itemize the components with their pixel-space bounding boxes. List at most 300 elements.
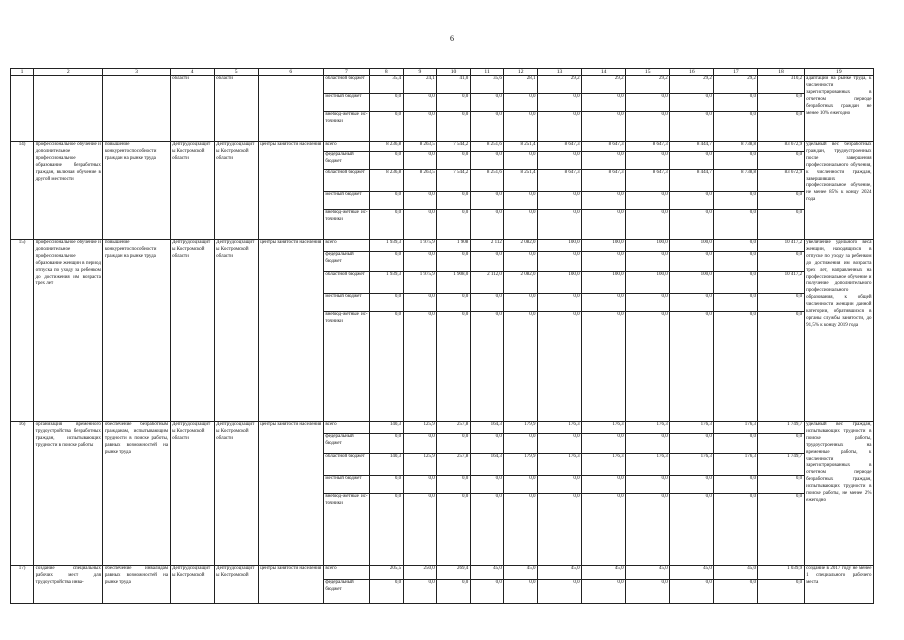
- funding-value-cell: 0,0: [504, 434, 538, 454]
- funding-value-cell: 45,0: [714, 566, 758, 580]
- goal-cell: обеспечение инвалидам равных возможностей на рынке труда: [103, 566, 170, 604]
- funding-value-cell: 8 444,7: [670, 142, 714, 152]
- funding-source-cell: областной бюджет: [323, 76, 369, 94]
- funding-value-cell: 8 251,6: [470, 170, 504, 192]
- funding-value-cell: 0,0: [537, 152, 581, 170]
- funding-source-cell: федеральный бюджет: [323, 252, 369, 272]
- participants-cell: центры занятости населения: [258, 142, 323, 240]
- column-number: 7: [323, 69, 369, 76]
- funding-value-cell: 0,0: [758, 252, 804, 272]
- funding-value-cell: 0,0: [370, 210, 404, 240]
- funding-value-cell: 176,3: [714, 454, 758, 476]
- funding-value-cell: 176,3: [626, 422, 670, 434]
- funding-value-cell: 0,0: [714, 210, 758, 240]
- funding-value-cell: 0,0: [504, 494, 538, 566]
- funding-value-cell: 0,0: [537, 494, 581, 566]
- table-row: [11, 76, 874, 94]
- coexecutor-cell: области: [214, 76, 258, 142]
- goal-cell: обеспечение безработным гражданам, испытывающим трудности в поиске работы, равных возможностей на рынке труда: [103, 422, 170, 566]
- funding-source-cell: местный бюджет: [323, 294, 369, 312]
- event-cell: создание специальных рабочих мест для трудоустройства инва-: [34, 566, 103, 604]
- result-cell: увеличение удельного веса женщин, находящихся в отпуске по уходу за ребенком до достижения им возраста трех лет, направленных на профессиональное обучение и получение дополнительного профессионального образования, к общей численности женщин данной категории, обратившихся в органы службы занятости, до 91,5% к концу 2019 года: [804, 240, 873, 422]
- funding-value-cell: 257,8: [437, 422, 471, 434]
- funding-value-cell: 0,0: [758, 434, 804, 454]
- item-number-cell: [11, 76, 34, 142]
- funding-value-cell: 0,0: [470, 434, 504, 454]
- funding-value-cell: 0,0: [504, 580, 538, 604]
- column-number: 18: [758, 69, 804, 76]
- event-cell: профессиональное обучение и дополнительное профессиональное образование безработных граждан, включая обучение в другой местности: [34, 142, 103, 240]
- funding-source-cell: федеральный бюджет: [323, 580, 369, 604]
- column-number: 11: [470, 69, 504, 76]
- funding-value-cell: 0,0: [403, 210, 437, 240]
- funding-value-cell: 0,0: [626, 252, 670, 272]
- funding-value-cell: 0,0: [758, 112, 804, 142]
- column-number: 15: [626, 69, 670, 76]
- participants-cell: центры занятости населения: [258, 240, 323, 422]
- funding-value-cell: 1 039,9: [758, 566, 804, 580]
- funding-value-cell: 0,0: [582, 294, 626, 312]
- funding-value-cell: 0,0: [537, 312, 581, 422]
- column-number: 17: [714, 69, 758, 76]
- funding-value-cell: 0,0: [504, 252, 538, 272]
- executor-cell: Дептрудсоцзащиты Костромской области: [170, 142, 214, 240]
- funding-value-cell: 0,0: [714, 240, 758, 252]
- executor-cell: Дептрудсоцзащиты Костромской области: [170, 422, 214, 566]
- funding-value-cell: 0,0: [670, 580, 714, 604]
- funding-value-cell: 100,0: [670, 240, 714, 252]
- funding-value-cell: 0,0: [582, 112, 626, 142]
- funding-value-cell: 0,0: [504, 210, 538, 240]
- funding-value-cell: 100,0: [626, 240, 670, 252]
- funding-source-cell: местный бюджет: [323, 476, 369, 494]
- funding-value-cell: 0,0: [670, 476, 714, 494]
- funding-value-cell: 29,2: [626, 76, 670, 94]
- funding-value-cell: 0,0: [714, 94, 758, 112]
- funding-value-cell: 0,0: [626, 112, 670, 142]
- funding-value-cell: 0,0: [370, 112, 404, 142]
- table-row: [11, 422, 874, 434]
- funding-value-cell: 0,0: [403, 476, 437, 494]
- column-number: 16: [670, 69, 714, 76]
- funding-value-cell: 8 647,3: [582, 170, 626, 192]
- funding-value-cell: 0,0: [626, 494, 670, 566]
- funding-value-cell: 0,0: [504, 312, 538, 422]
- funding-value-cell: 0,0: [370, 580, 404, 604]
- funding-value-cell: 8 263,5: [403, 170, 437, 192]
- funding-value-cell: 100,0: [537, 240, 581, 252]
- funding-value-cell: 176,3: [626, 454, 670, 476]
- funding-value-cell: 0,0: [437, 476, 471, 494]
- funding-value-cell: 8 236,8: [370, 170, 404, 192]
- funding-source-cell: местный бюджет: [323, 94, 369, 112]
- funding-value-cell: 176,3: [582, 454, 626, 476]
- event-cell: [34, 76, 103, 142]
- funding-value-cell: 1 939,3: [370, 272, 404, 294]
- funding-value-cell: 0,0: [437, 494, 471, 566]
- funding-value-cell: 269,4: [437, 566, 471, 580]
- column-number: 19: [804, 69, 873, 76]
- funding-value-cell: 0,0: [470, 152, 504, 170]
- funding-value-cell: 0,0: [470, 94, 504, 112]
- funding-value-cell: 0,0: [403, 580, 437, 604]
- funding-value-cell: 0,0: [626, 580, 670, 604]
- column-number: 14: [582, 69, 626, 76]
- funding-value-cell: 0,0: [403, 252, 437, 272]
- funding-value-cell: 1 975,9: [403, 240, 437, 252]
- funding-value-cell: 0,0: [758, 476, 804, 494]
- funding-value-cell: 10 417,2: [758, 240, 804, 252]
- funding-value-cell: 100,0: [582, 272, 626, 294]
- funding-value-cell: 0,0: [626, 192, 670, 210]
- funding-value-cell: 8 647,3: [626, 170, 670, 192]
- funding-value-cell: 0,0: [714, 272, 758, 294]
- funding-value-cell: 0,0: [470, 294, 504, 312]
- funding-value-cell: 0,0: [670, 210, 714, 240]
- funding-value-cell: 0,0: [370, 252, 404, 272]
- funding-value-cell: 0,0: [470, 494, 504, 566]
- funding-value-cell: 8 738,8: [714, 142, 758, 152]
- column-number-row: [11, 69, 874, 76]
- funding-value-cell: 8 647,3: [537, 170, 581, 192]
- funding-value-cell: 0,0: [537, 294, 581, 312]
- funding-value-cell: 0,0: [758, 152, 804, 170]
- funding-value-cell: 0,0: [370, 476, 404, 494]
- funding-value-cell: 35,6: [470, 76, 504, 94]
- funding-value-cell: 2 112: [470, 240, 504, 252]
- funding-value-cell: 0,0: [758, 312, 804, 422]
- funding-value-cell: 45,0: [582, 566, 626, 580]
- executor-cell: Дептрудсоцзащиты Костромской области: [170, 240, 214, 422]
- funding-source-cell: внебюд-жетные ис-точники: [323, 112, 369, 142]
- funding-value-cell: 0,0: [714, 476, 758, 494]
- participants-cell: центры занятости населения: [258, 422, 323, 566]
- funding-value-cell: 0,0: [714, 434, 758, 454]
- funding-value-cell: 176,3: [537, 422, 581, 434]
- column-number: 6: [258, 69, 323, 76]
- funding-value-cell: 0,0: [582, 580, 626, 604]
- funding-value-cell: 0,0: [370, 312, 404, 422]
- funding-value-cell: 176,3: [714, 422, 758, 434]
- funding-value-cell: 125,9: [403, 454, 437, 476]
- column-number: 2: [34, 69, 103, 76]
- funding-source-cell: внебюд-жетные ис-точники: [323, 494, 369, 566]
- funding-value-cell: 1 908,0: [437, 272, 471, 294]
- funding-value-cell: 0,0: [403, 152, 437, 170]
- funding-value-cell: 8 251,6: [470, 142, 504, 152]
- coexecutor-cell: Дептрудсоцзащиты Костромской области: [214, 240, 258, 422]
- result-cell: удельный вес граждан, испытывающих трудности в поиске работы, трудоустроенных на временные работы, к численности зарегистрированных в отчетном периоде безработных граждан, испытывающих трудности в поиске работы, не менее 2% ежегодно: [804, 422, 873, 566]
- funding-value-cell: 164,3: [470, 454, 504, 476]
- funding-value-cell: 1 975,9: [403, 272, 437, 294]
- event-cell: организация временного трудоустройства безработных граждан, испытывающих трудности в поиске работы: [34, 422, 103, 566]
- funding-value-cell: 0,0: [582, 210, 626, 240]
- funding-value-cell: 10 417,2: [758, 272, 804, 294]
- funding-value-cell: 176,3: [670, 422, 714, 434]
- funding-value-cell: 45,0: [470, 566, 504, 580]
- funding-value-cell: 0,0: [537, 252, 581, 272]
- funding-value-cell: 176,3: [670, 454, 714, 476]
- result-cell: адаптации на рынке труда, к численности зарегистрированных в отчетном периоде безработных граждан не менее 10% ежегодно: [804, 76, 873, 142]
- table-row: [11, 142, 874, 152]
- funding-value-cell: 0,0: [537, 94, 581, 112]
- funding-value-cell: 0,0: [504, 192, 538, 210]
- funding-value-cell: 0,0: [670, 192, 714, 210]
- coexecutor-cell: Дептрудсоцзащиты Костромской: [214, 566, 258, 604]
- funding-value-cell: 0,0: [537, 210, 581, 240]
- funding-value-cell: 257,8: [437, 454, 471, 476]
- funding-value-cell: 0,0: [714, 152, 758, 170]
- funding-value-cell: 0,0: [758, 210, 804, 240]
- funding-value-cell: 45,0: [626, 566, 670, 580]
- goal-cell: повышение конкурентоспособности граждан на рынке труда: [103, 240, 170, 422]
- funding-value-cell: 0,0: [437, 312, 471, 422]
- funding-value-cell: 0,0: [626, 152, 670, 170]
- funding-value-cell: 0,0: [470, 112, 504, 142]
- participants-cell: [258, 76, 323, 142]
- funding-value-cell: 100,0: [582, 240, 626, 252]
- funding-value-cell: 7 544,2: [437, 142, 471, 152]
- funding-value-cell: 0,0: [582, 434, 626, 454]
- funding-value-cell: 0,0: [670, 312, 714, 422]
- funding-value-cell: 0,0: [670, 112, 714, 142]
- funding-value-cell: 0,0: [670, 494, 714, 566]
- funding-value-cell: 140,3: [370, 454, 404, 476]
- funding-source-cell: внебюд-жетные ис-точники: [323, 312, 369, 422]
- funding-value-cell: 0,0: [504, 94, 538, 112]
- column-number: 8: [370, 69, 404, 76]
- funding-value-cell: 35,4: [370, 76, 404, 94]
- event-cell: профессиональное обучение и дополнительное профессиональное образование женщин в период отпуска по уходу за ребенком до достижения им возраста трех лет: [34, 240, 103, 422]
- funding-value-cell: 0,0: [582, 252, 626, 272]
- funding-value-cell: 0,0: [470, 312, 504, 422]
- funding-value-cell: 0,0: [470, 580, 504, 604]
- funding-value-cell: 0,0: [370, 94, 404, 112]
- funding-value-cell: 176,3: [582, 422, 626, 434]
- column-number: 9: [403, 69, 437, 76]
- column-number: 13: [537, 69, 581, 76]
- funding-value-cell: 8 444,7: [670, 170, 714, 192]
- funding-value-cell: 0,0: [537, 580, 581, 604]
- column-number: 3: [103, 69, 170, 76]
- result-cell: создание в 2017 году не менее 1 специального рабочего места: [804, 566, 873, 604]
- funding-value-cell: 45,0: [670, 566, 714, 580]
- funding-value-cell: 1 749,7: [758, 454, 804, 476]
- funding-value-cell: 7 544,2: [437, 170, 471, 192]
- funding-value-cell: 83 672,9: [758, 142, 804, 152]
- funding-value-cell: 8 251,4: [504, 170, 538, 192]
- funding-value-cell: 100,0: [670, 272, 714, 294]
- funding-value-cell: 0,0: [437, 192, 471, 210]
- funding-value-cell: 0,0: [758, 192, 804, 210]
- funding-value-cell: 2 082,0: [504, 272, 538, 294]
- funding-source-cell: федеральный бюджет: [323, 434, 369, 454]
- funding-value-cell: 29,2: [582, 76, 626, 94]
- funding-value-cell: 8 251,4: [504, 142, 538, 152]
- funding-source-cell: всего: [323, 422, 369, 434]
- funding-value-cell: 0,0: [714, 294, 758, 312]
- funding-source-cell: областной бюджет: [323, 454, 369, 476]
- funding-source-cell: внебюд-жетные ис-точники: [323, 210, 369, 240]
- funding-value-cell: 0,0: [670, 434, 714, 454]
- funding-value-cell: 0,0: [504, 152, 538, 170]
- funding-value-cell: 0,0: [437, 112, 471, 142]
- funding-value-cell: 0,0: [504, 112, 538, 142]
- funding-value-cell: 164,3: [470, 422, 504, 434]
- table-row: [11, 240, 874, 252]
- funding-value-cell: 0,0: [504, 294, 538, 312]
- funding-value-cell: 0,0: [470, 252, 504, 272]
- funding-value-cell: 100,0: [537, 272, 581, 294]
- funding-value-cell: 0,0: [758, 94, 804, 112]
- funding-value-cell: 0,0: [370, 294, 404, 312]
- funding-source-cell: областной бюджет: [323, 170, 369, 192]
- column-number: 12: [504, 69, 538, 76]
- funding-value-cell: 0,0: [437, 252, 471, 272]
- funding-value-cell: 0,0: [670, 152, 714, 170]
- funding-value-cell: 140,3: [370, 422, 404, 434]
- funding-value-cell: 41,0: [437, 76, 471, 94]
- funding-value-cell: 1 749,7: [758, 422, 804, 434]
- funding-value-cell: 0,0: [370, 152, 404, 170]
- funding-value-cell: 0,0: [714, 252, 758, 272]
- funding-value-cell: 0,0: [582, 476, 626, 494]
- funding-value-cell: 0,0: [670, 94, 714, 112]
- funding-value-cell: 0,0: [437, 294, 471, 312]
- funding-value-cell: 2 112,0: [470, 272, 504, 294]
- item-number-cell: 17): [11, 566, 34, 604]
- funding-value-cell: 0,0: [714, 494, 758, 566]
- funding-value-cell: 0,0: [626, 210, 670, 240]
- funding-value-cell: 205,5: [370, 566, 404, 580]
- funding-value-cell: 0,0: [537, 476, 581, 494]
- funding-value-cell: 0,0: [758, 580, 804, 604]
- funding-value-cell: 28,1: [504, 76, 538, 94]
- funding-value-cell: 0,0: [470, 210, 504, 240]
- funding-value-cell: 0,0: [437, 434, 471, 454]
- column-number: 1: [11, 69, 34, 76]
- funding-value-cell: 0,0: [626, 94, 670, 112]
- funding-value-cell: 100,0: [626, 272, 670, 294]
- funding-value-cell: 0,0: [470, 476, 504, 494]
- funding-value-cell: 0,0: [370, 434, 404, 454]
- funding-value-cell: 8 647,3: [582, 142, 626, 152]
- funding-value-cell: 0,0: [403, 494, 437, 566]
- funding-value-cell: 179,9: [504, 422, 538, 434]
- funding-value-cell: 310,2: [758, 76, 804, 94]
- result-cell: удельный вес безработных граждан, трудоустроенных после завершения профессионального обучения, к численности граждан, завершивших профессиональное обучение, не менее 85% к концу 2024 года: [804, 142, 873, 240]
- funding-value-cell: 8 647,3: [626, 142, 670, 152]
- funding-source-cell: федеральный бюджет: [323, 152, 369, 170]
- funding-value-cell: 24,1: [403, 76, 437, 94]
- funding-value-cell: 0,0: [403, 94, 437, 112]
- coexecutor-cell: Дептрудсоцзащиты Костромской области: [214, 142, 258, 240]
- funding-value-cell: 0,0: [437, 210, 471, 240]
- funding-value-cell: 0,0: [437, 152, 471, 170]
- funding-source-cell: всего: [323, 566, 369, 580]
- funding-value-cell: 0,0: [537, 434, 581, 454]
- item-number-cell: 16): [11, 422, 34, 566]
- funding-value-cell: 0,0: [403, 312, 437, 422]
- funding-value-cell: 83 672,9: [758, 170, 804, 192]
- funding-value-cell: 0,0: [670, 252, 714, 272]
- funding-value-cell: 176,3: [537, 454, 581, 476]
- goal-cell: [103, 76, 170, 142]
- funding-value-cell: 179,9: [504, 454, 538, 476]
- table-row: [11, 566, 874, 580]
- funding-value-cell: 0,0: [470, 192, 504, 210]
- funding-value-cell: 2 082,0: [504, 240, 538, 252]
- executor-cell: области: [170, 76, 214, 142]
- funding-value-cell: 8 236,8: [370, 142, 404, 152]
- funding-value-cell: 8 738,8: [714, 170, 758, 192]
- funding-value-cell: 0,0: [626, 476, 670, 494]
- funding-value-cell: 45,0: [504, 566, 538, 580]
- funding-value-cell: 0,0: [626, 294, 670, 312]
- funding-value-cell: 0,0: [714, 192, 758, 210]
- funding-value-cell: 0,0: [758, 494, 804, 566]
- funding-value-cell: 1 908: [437, 240, 471, 252]
- funding-value-cell: 0,0: [758, 294, 804, 312]
- funding-value-cell: 29,2: [670, 76, 714, 94]
- funding-value-cell: 125,9: [403, 422, 437, 434]
- funding-value-cell: 0,0: [370, 192, 404, 210]
- item-number-cell: 14): [11, 142, 34, 240]
- funding-value-cell: 8 647,3: [537, 142, 581, 152]
- funding-value-cell: 8 263,5: [403, 142, 437, 152]
- funding-value-cell: 0,0: [714, 312, 758, 422]
- executor-cell: Дептрудсоцзащиты Костромской: [170, 566, 214, 604]
- funding-value-cell: 0,0: [370, 494, 404, 566]
- page-number: 6: [450, 34, 454, 43]
- funding-value-cell: 0,0: [582, 312, 626, 422]
- coexecutor-cell: Дептрудсоцзащиты Костромской области: [214, 422, 258, 566]
- participants-cell: центры занятости населения: [258, 566, 323, 604]
- funding-value-cell: 0,0: [504, 476, 538, 494]
- funding-value-cell: 1 939,3: [370, 240, 404, 252]
- funding-value-cell: 0,0: [403, 192, 437, 210]
- funding-source-cell: всего: [323, 240, 369, 252]
- funding-value-cell: 29,2: [537, 76, 581, 94]
- funding-source-cell: всего: [323, 142, 369, 152]
- funding-value-cell: 0,0: [437, 94, 471, 112]
- funding-source-cell: областной бюджет: [323, 272, 369, 294]
- funding-value-cell: 0,0: [582, 192, 626, 210]
- funding-value-cell: 250,0: [403, 566, 437, 580]
- goal-cell: повышение конкурентоспособности граждан на рынке труда: [103, 142, 170, 240]
- funding-value-cell: 0,0: [403, 434, 437, 454]
- funding-source-cell: местный бюджет: [323, 192, 369, 210]
- funding-value-cell: 0,0: [537, 112, 581, 142]
- funding-value-cell: 0,0: [714, 580, 758, 604]
- program-table: [10, 68, 874, 604]
- funding-value-cell: 29,2: [714, 76, 758, 94]
- funding-value-cell: 0,0: [403, 294, 437, 312]
- funding-value-cell: 0,0: [626, 434, 670, 454]
- funding-value-cell: 0,0: [626, 312, 670, 422]
- funding-value-cell: 0,0: [437, 580, 471, 604]
- funding-value-cell: 0,0: [670, 294, 714, 312]
- funding-value-cell: 45,0: [537, 566, 581, 580]
- funding-value-cell: 0,0: [582, 94, 626, 112]
- item-number-cell: 15): [11, 240, 34, 422]
- column-number: 10: [437, 69, 471, 76]
- funding-value-cell: 0,0: [582, 494, 626, 566]
- funding-value-cell: 0,0: [537, 192, 581, 210]
- funding-value-cell: 0,0: [582, 152, 626, 170]
- column-number: 4: [170, 69, 214, 76]
- funding-value-cell: 0,0: [403, 112, 437, 142]
